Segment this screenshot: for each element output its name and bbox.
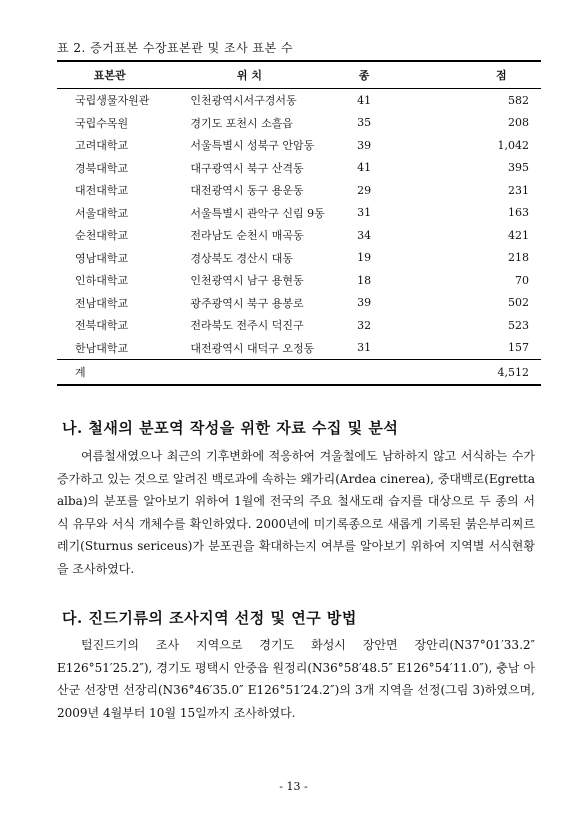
cell-location: 경상북도 경산시 대동 (190, 251, 293, 265)
cell-specimens: 1,042 (497, 138, 529, 152)
table-total-row (57, 360, 541, 386)
header-species: 종 (337, 61, 392, 89)
header-specimens: 점 (392, 61, 541, 89)
cell-location: 전라남도 순천시 매곡동 (190, 229, 304, 243)
table-row (57, 247, 541, 270)
page-number: - 13 - (279, 780, 308, 793)
cell-location: 인천광역시서구경서동 (190, 94, 297, 108)
cell-location: 광주광역시 북구 용봉로 (190, 296, 304, 310)
cell-species: 41 (357, 93, 372, 107)
cell-specimens: 523 (508, 318, 529, 332)
cell-location: 경기도 포천시 소흘읍 (190, 116, 293, 130)
cell-specimens: 208 (508, 116, 529, 130)
table-header-row (57, 61, 541, 89)
table-row (57, 292, 541, 315)
cell-herbarium: 경북대학교 (75, 161, 129, 175)
section-heading-da: 다. 진드기류의 조사지역 선정 및 연구 방법 (62, 609, 357, 627)
table-row (57, 112, 541, 135)
table-row (57, 224, 541, 247)
cell-herbarium: 한남대학교 (75, 341, 129, 355)
cell-specimens: 163 (508, 206, 529, 220)
section-paragraph-da (57, 634, 535, 724)
cell-location: 인천광역시 남구 용현동 (190, 274, 304, 288)
cell-species: 39 (357, 296, 372, 310)
cell-herbarium: 고려대학교 (75, 139, 129, 153)
specimen-table (57, 60, 541, 386)
cell-specimens: 582 (508, 93, 529, 107)
cell-location: 대전광역시 대덕구 오정동 (190, 341, 315, 355)
total-value: 4,512 (392, 360, 541, 386)
cell-specimens: 157 (508, 341, 529, 355)
cell-herbarium: 전북대학교 (75, 319, 129, 333)
header-location: 위 치 (162, 61, 336, 89)
table-row (57, 179, 541, 202)
cell-species: 29 (357, 183, 372, 197)
table-row (57, 157, 541, 180)
cell-location: 서울특별시 성북구 안암동 (190, 139, 315, 153)
cell-herbarium: 국립수목원 (75, 116, 129, 130)
cell-species: 31 (357, 341, 372, 355)
cell-herbarium: 대전대학교 (75, 184, 129, 198)
cell-location: 대전광역시 동구 용운동 (190, 184, 304, 198)
cell-herbarium: 인하대학교 (75, 274, 129, 288)
table-row (57, 337, 541, 360)
cell-specimens: 421 (508, 228, 529, 242)
cell-specimens: 395 (508, 161, 529, 175)
cell-location: 대구광역시 북구 산격동 (190, 161, 304, 175)
header-herbarium: 표본관 (57, 61, 162, 89)
section-paragraph-na (57, 445, 535, 580)
cell-specimens: 218 (508, 251, 529, 265)
table-row (57, 314, 541, 337)
cell-herbarium: 전남대학교 (75, 296, 129, 310)
cell-herbarium: 서울대학교 (75, 206, 129, 220)
cell-species: 19 (357, 251, 372, 265)
paragraph-text: 여름철새였으나 최근의 기후변화에 적응하여 겨울철에도 남하하지 않고 서식하는 수가 증가하고 있는 것으로 알려진 백로과에 속하는 왜가리(Ardea cinerea), 중대백로(Egretta alba)의 분포를 알아보기 위하여 1월에 전국의 주요 철새도래 습지를 대상으로 두 종의 서식 유무와 서식 개체수를 확인하였다. 2000년에 미기록종으로 새롭게 기록된 붉은부리찌르레기(Sturnus sericeus)가 분포권을 확대하는지 여부를 알아보기 위하여 지역별 서식현황을 조사하였다. (57, 449, 535, 576)
cell-location: 전라북도 전주시 덕진구 (190, 319, 304, 333)
cell-species: 35 (357, 116, 372, 130)
table-caption: 표 2. 증거표본 수장표본관 및 조사 표본 수 (57, 41, 294, 55)
cell-species: 32 (357, 318, 372, 332)
cell-species: 39 (357, 138, 372, 152)
cell-specimens: 70 (515, 273, 529, 287)
cell-specimens: 502 (508, 296, 529, 310)
cell-location: 서울특별시 관악구 신림 9동 (190, 206, 325, 220)
cell-herbarium: 영남대학교 (75, 251, 129, 265)
paragraph-text: 털진드기의 조사 지역으로 경기도 화성시 장안면 장안리(N37°01′33.2″ E126°51′25.2″), 경기도 평택시 안중읍 원정리(N36°58′48.5″ E126°54′11.0″), 충남 아산군 선장면 선장리(N36°46′35.0″ E126°51′24.2″)의 3개 지역을 선정(그림 3)하였으며, 2009년 4월부터 10월 15일까지 조사하였다. (57, 638, 535, 720)
cell-herbarium: 순천대학교 (75, 229, 129, 243)
table-row (57, 269, 541, 292)
cell-species: 18 (357, 273, 372, 287)
cell-species: 31 (357, 206, 372, 220)
table-row (57, 202, 541, 225)
cell-species: 34 (357, 228, 372, 242)
total-label: 계 (57, 360, 162, 386)
cell-species: 41 (357, 161, 372, 175)
table-row (57, 89, 541, 112)
cell-specimens: 231 (508, 183, 529, 197)
table-row (57, 134, 541, 157)
cell-herbarium: 국립생물자원관 (75, 94, 150, 108)
section-heading-na: 나. 철새의 분포역 작성을 위한 자료 수집 및 분석 (62, 419, 399, 437)
